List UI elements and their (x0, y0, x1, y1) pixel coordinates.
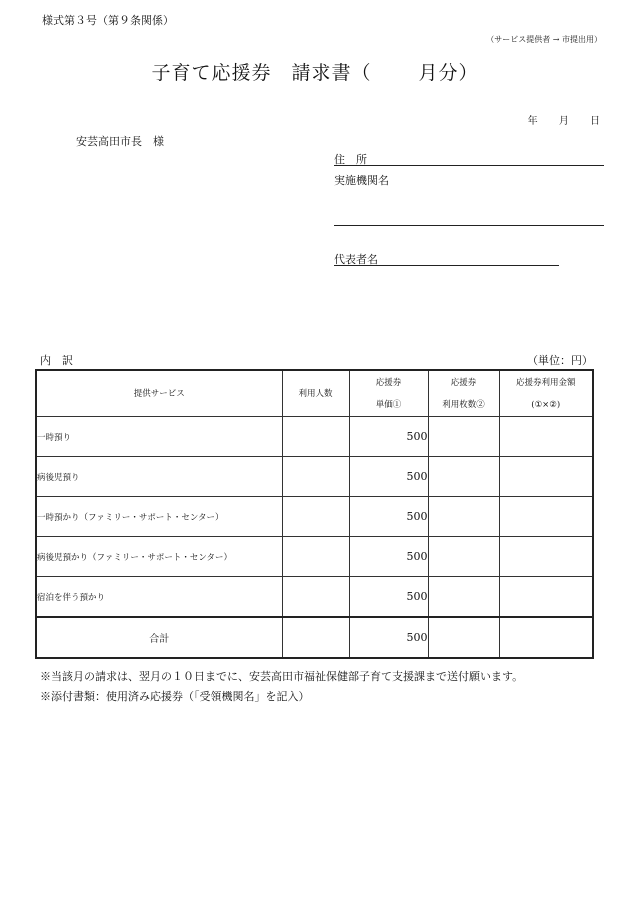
ticket-count-cell[interactable] (428, 577, 499, 618)
unit-price-cell: 500 (349, 417, 428, 457)
submission-deadline-note: ※当該月の請求は、翌月の１０日までに、安芸高田市福祉保健部子育て支援課まで送付願います。 (40, 670, 524, 683)
amount-cell[interactable] (499, 537, 593, 577)
amount-cell[interactable] (499, 497, 593, 537)
amount-cell[interactable] (499, 457, 593, 497)
header-service: 提供サービス (36, 370, 282, 417)
users-cell[interactable] (282, 577, 349, 618)
table-row (36, 457, 593, 497)
service-name: 一時預り (36, 417, 282, 457)
form-number: 様式第３号（第９条関係） (42, 14, 174, 27)
unit-price-cell: 500 (349, 577, 428, 618)
amount-cell[interactable] (499, 577, 593, 618)
header-users: 利用人数 (282, 370, 349, 417)
users-cell[interactable] (282, 497, 349, 537)
total-amount-cell[interactable] (499, 617, 593, 658)
attachment-note: ※添付書類：使用済み応援券（「受領機関名」を記入） (40, 690, 310, 703)
header-amount: 応援券利用金額 (①×②) (499, 370, 593, 417)
ticket-count-cell[interactable] (428, 457, 499, 497)
service-name: 宿泊を伴う預かり (36, 577, 282, 618)
header-ticket-count: 応援券 利用枚数② (428, 370, 499, 417)
total-unit-price: 500 (349, 617, 428, 658)
unit-price-cell: 500 (349, 497, 428, 537)
date-field: 年 月 日 (527, 116, 600, 127)
billing-table (35, 369, 594, 659)
institution-name-field[interactable] (334, 225, 604, 226)
ticket-count-cell[interactable] (428, 417, 499, 457)
table-row (36, 577, 593, 618)
ticket-count-cell[interactable] (428, 497, 499, 537)
table-row (36, 417, 593, 457)
table-row (36, 497, 593, 537)
address-label: 住 所 (334, 153, 367, 166)
submission-flow-note: （サービス提供者 → 市提出用） (486, 35, 602, 44)
total-users-cell[interactable] (282, 617, 349, 658)
users-cell[interactable] (282, 457, 349, 497)
total-row (36, 617, 593, 658)
representative-field[interactable] (334, 251, 559, 266)
representative-label: 代表者名 (334, 253, 378, 266)
total-ticket-count-cell[interactable] (428, 617, 499, 658)
ticket-count-cell[interactable] (428, 537, 499, 577)
service-name: 病後児預かり（ファミリー・サポート・センター） (36, 537, 282, 577)
users-cell[interactable] (282, 417, 349, 457)
table-header-row (36, 370, 593, 417)
header-unit-price: 応援券 単価① (349, 370, 428, 417)
unit-label: （単位：円） (527, 354, 593, 367)
address-field[interactable] (334, 151, 604, 166)
institution-name-label: 実施機関名 (334, 174, 389, 187)
unit-price-cell: 500 (349, 457, 428, 497)
service-name: 一時預かり（ファミリー・サポート・センター） (36, 497, 282, 537)
service-name: 病後児預り (36, 457, 282, 497)
total-label: 合計 (36, 617, 282, 658)
document-title: 子育て応援券 請求書（ 月分） (151, 62, 479, 84)
table-row (36, 537, 593, 577)
addressee: 安芸高田市長 様 (76, 135, 164, 148)
amount-cell[interactable] (499, 417, 593, 457)
unit-price-cell: 500 (349, 537, 428, 577)
users-cell[interactable] (282, 537, 349, 577)
breakdown-label: 内 訳 (40, 354, 73, 367)
